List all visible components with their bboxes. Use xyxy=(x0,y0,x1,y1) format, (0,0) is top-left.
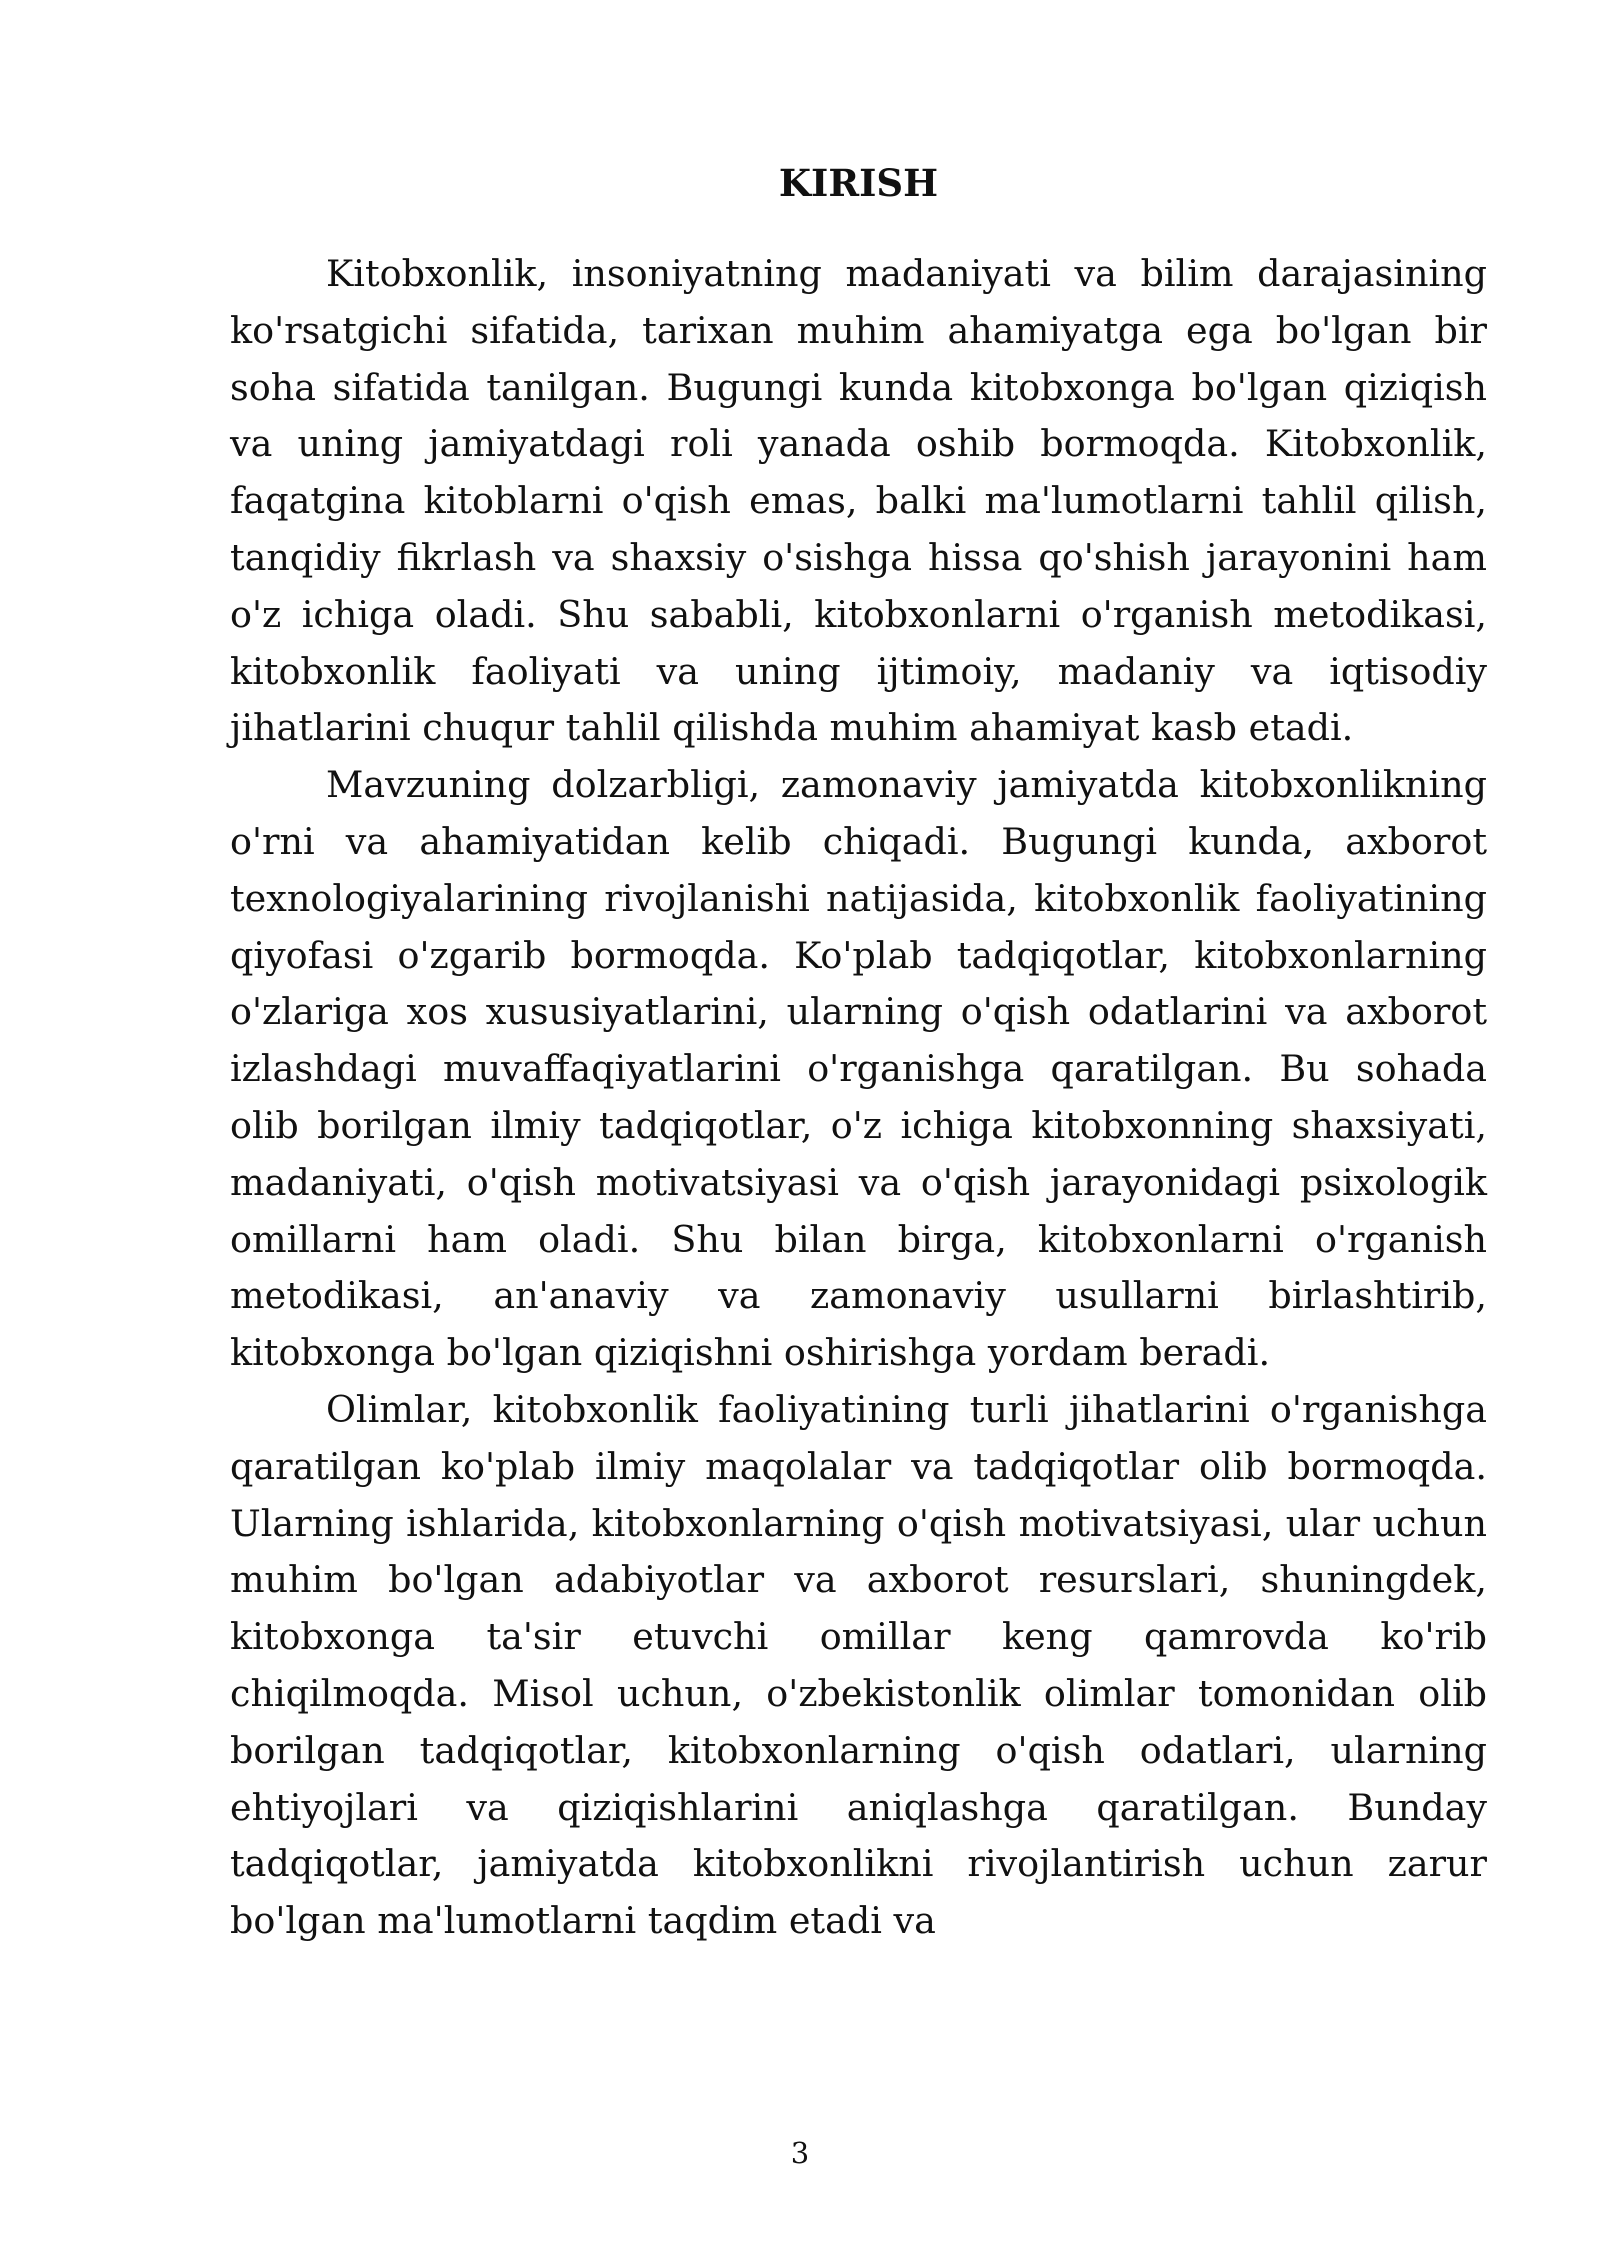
paragraph-intro: Kitobxonlik, insoniyatning madaniyati va bilim darajasining ko'rsatgichi sifatida, tarixan muhim ahamiyatga ega bo'lgan bir soha sifatida tanilgan. Bugungi kunda kitobxonga bo'lgan qiziqish va uning jamiyatdagi roli yanada oshib bormoqda. Kitobxonlik, faqatgina kitoblarni o'qish emas, balki ma'lumotlarni tahlil qilish, tanqidiy fikrlash va shaxsiy o'sishga hissa qo'shish jarayonini ham o'z ichiga oladi. Shu sababli, kitobxonlarni o'rganish metodikasi, kitobxonlik faoliyati va uning ijtimoiy, madaniy va iqtisodiy jihatlarini chuqur tahlil qilishda muhim ahamiyat kasb etadi. xyxy=(230,252,1487,750)
paragraph-relevance: Mavzuning dolzarbligi, zamonaviy jamiyatda kitobxonlikning o'rni va ahamiyatidan kelib chiqadi. Bugungi kunda, axborot texnologiyalarining rivojlanishi natijasida, kitobxonlik faoliyatining qiyofasi o'zgarib bormoqda. Ko'plab tadqiqotlar, kitobxonlarning o'zlariga xos xususiyatlarini, ularning o'qish odatlarini va axborot izlashdagi muvaffaqiyatlarini o'rganishga qaratilgan. Bu sohada olib borilgan ilmiy tadqiqotlar, o'z ichiga kitobxonning shaxsiyati, madaniyati, o'qish motivatsiyasi va o'qish jarayonidagi psixologik omillarni ham oladi. Shu bilan birga, kitobxonlarni o'rganish metodikasi, an'anaviy va zamonaviy usullarni birlashtirib, kitobxonga bo'lgan qiziqishni oshirishga yordam beradi. xyxy=(230,763,1487,1375)
page-number: 3 xyxy=(790,2136,810,2170)
paragraph-scholars: Olimlar, kitobxonlik faoliyatining turli jihatlarini o'rganishga qaratilgan ko'plab ilmiy maqolalar va tadqiqotlar olib bormoqda. Ularning ishlarida, kitobxonlarning o'qish motivatsiyasi, ular uchun muhim bo'lgan adabiyotlar va axborot resurslari, shuningdek, kitobxonga ta'sir etuvchi omillar keng qamrovda ko'rib chiqilmoqda. Misol uchun, o'zbekistonlik olimlar tomonidan olib borilgan tadqiqotlar, kitobxonlarning o'qish odatlari, ularning ehtiyojlari va qiziqishlarini aniqlashga qaratilgan. Bunday tadqiqotlar, jamiyatda kitobxonlikni rivojlantirish uchun zarur bo'lgan ma'lumotlarni taqdim etadi va xyxy=(230,1387,1487,1943)
body-text xyxy=(230,246,1487,1950)
section-heading: KIRISH xyxy=(778,161,939,205)
